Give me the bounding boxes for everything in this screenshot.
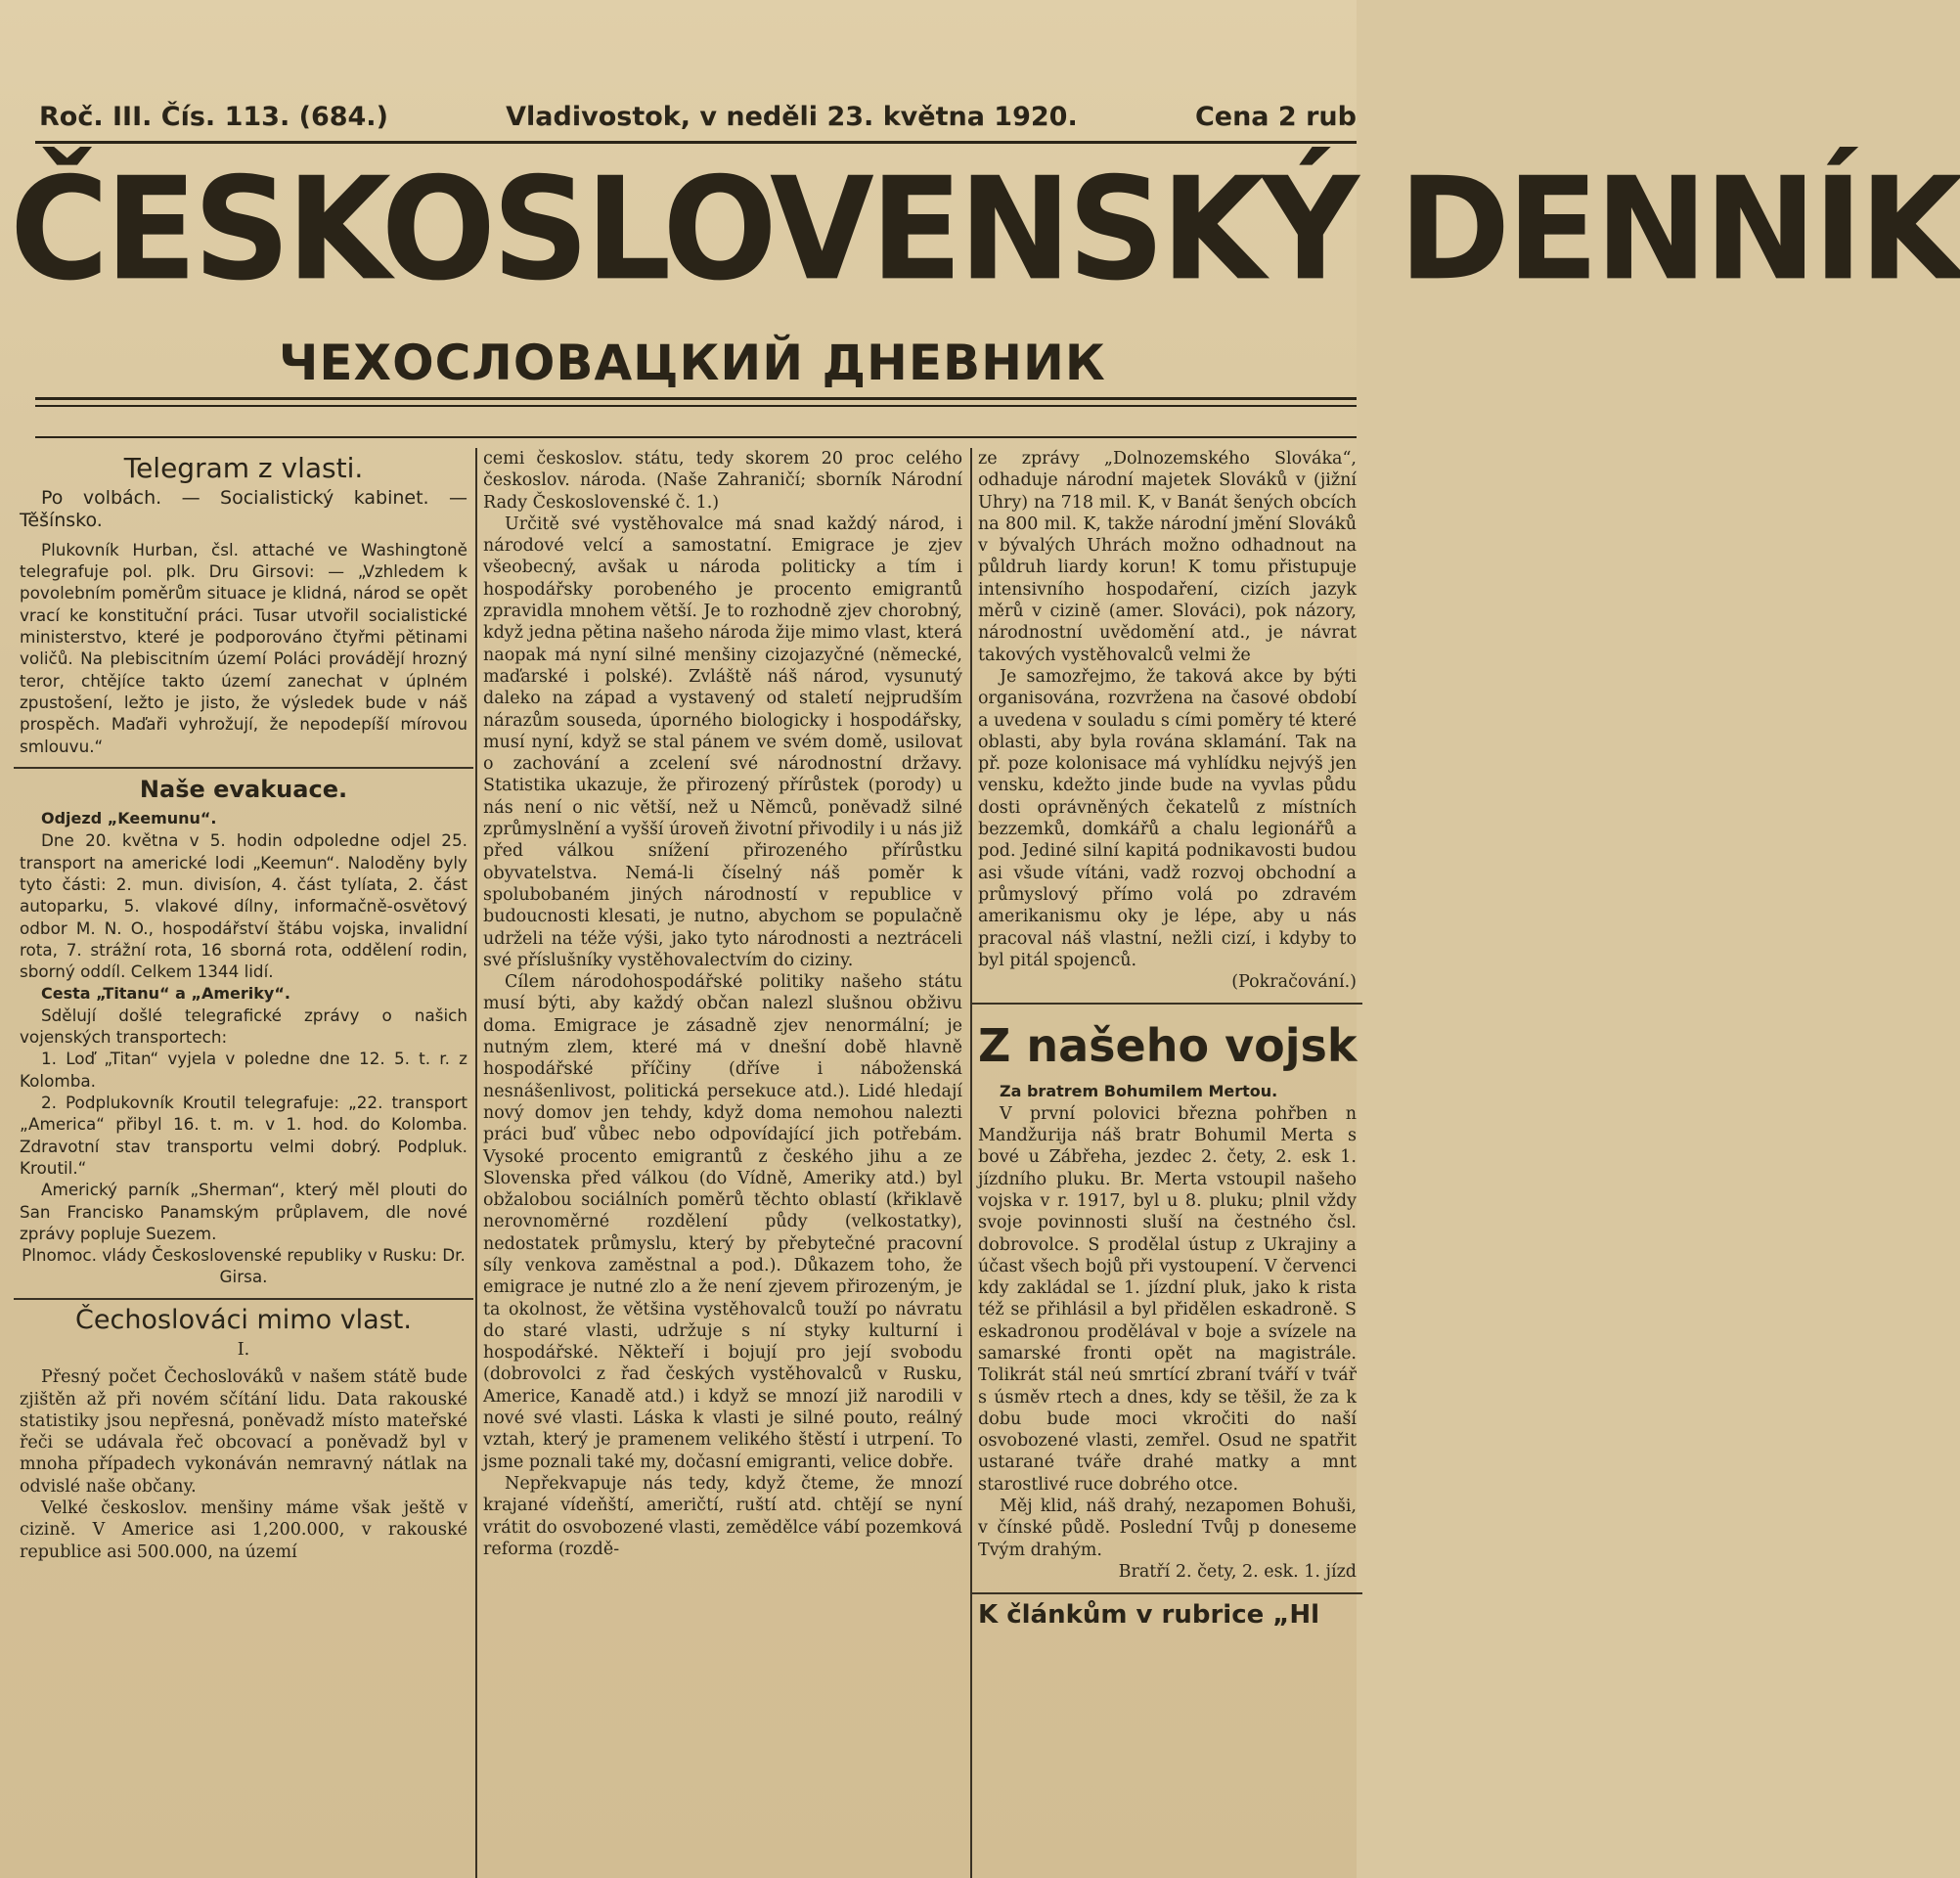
col2-p4: Nepřekvapuje nás tedy, když čteme, že mnozí krajané vídeňští, američtí, ruští atd. chtějí se nyní vrátit do osvobozené vlasti, zemědělce vábí pozemková reforma (rozdě-	[483, 1473, 962, 1559]
evakuace-sub-titan: Cesta „Titanu“ a „Ameriky“.	[41, 983, 290, 1003]
footer-heading: K článkům v rubrice „Hl	[978, 1600, 1320, 1631]
masthead-rule-3	[35, 436, 1357, 438]
telegram-body: Plukovník Hurban, čsl. attaché ve Washingtoně telegrafuje pol. plk. Dru Girsovi: — „Vzhledem k povolebním poměrům situace je klidná, národ se opět vrací ke konstituční práci. Tusar utvořil socialistické ministerstvo, které je podporováno čtyřmi pětinami voličů. Na plebiscitním území Poláci provádějí hrozný teror, chtějíce takto území zanechat v úplném zpustošení, ležto je jisto, že výsledek bude v náš prospěch. Maďaři vyhrožují, že nepodepíší mírovou smlouvu.“	[20, 539, 468, 756]
evakuace-sub-keemun: Odjezd „Keemunu“.	[41, 809, 217, 828]
cechoslovaci-p2: Velké českoslov. menšiny máme však ještě v cizině. V Americe asi 1,200.000, v rakouské republice asi 500.000, na území	[20, 1498, 468, 1562]
issue-number: Roč. III. Čís. 113. (684.)	[39, 102, 388, 132]
evakuace-p3: 1. Loď „Titan“ vyjela v poledne dne 12. 5. t. r. z Kolomba.	[20, 1049, 468, 1091]
cechoslovaci-numeral: I.	[237, 1339, 250, 1360]
evakuace-p5: Americký parník „Sherman“, který měl plouti do San Francisko Panamským průplavem, dle nové zprávy popluje Suezem.	[20, 1180, 468, 1243]
section-divider	[972, 1592, 1362, 1594]
telegram-subheading: Po volbách. — Socialistický kabinet. — Těšínsko.	[20, 487, 468, 531]
telegram-heading: Telegram z vlasti.	[123, 452, 364, 484]
evakuace-p4: 2. Podplukovník Kroutil telegrafuje: „22. transport „America“ přibyl 16. t. m. v 1. hod. do Kolomba. Zdravotní stav transportu velmi dobrý. Podpluk. Kroutil.“	[20, 1093, 468, 1178]
column-3	[978, 448, 1357, 1878]
vojsko-p2: Měj klid, náš drahý, nezapomen Bohuši, v čínské půdě. Poslední Tvůj p doneseme Tvým drahým.	[978, 1497, 1357, 1560]
evakuace-p2: Sdělují došlé telegrafické zprávy o našich vojenských transportech:	[20, 1005, 468, 1048]
newspaper-subtitle: ЧЕХОСЛОВАЦКИЙ ДНЕВНИК	[279, 335, 1106, 391]
vojsko-sub: Za bratrem Bohumilem Mertou.	[1000, 1082, 1278, 1101]
section-divider	[972, 1003, 1362, 1005]
section-divider	[14, 767, 473, 769]
column-divider-1	[475, 448, 477, 1878]
col2-p3: Cílem národohospodářské politiky našeho státu musí býti, aby každý občan nalezl slušnou obživu doma. Emigrace je zásadně zjev nenormální; je nutným zlem, které má v dnešní době hlavně hospodářské příčiny (dříve i náboženská nesnášenlivost, politická persekuce atd.). Lidé hledají nový domov jen tehdy, když doma nemohou nalezti práci buď vůbec nebo odpovídající jich potřebám. Vysoké procento emigrantů z českého jihu a ze Slovenska před válkou (do Vídně, Ameriky atd.) byl obžalobou sociálních poměrů těchto oblastí (křiklavě nerovnoměrné rozdělení půdy (velkostatky), nedostatek průmyslu, který by přebytečné pracovní síly venkova zaměstnal a pod.). Důkazem toho, že emigrace je nutné zlo a že není zjevem přirozeným, je ta okolnost, že většina vystěhovalců touží po návratu do staré vlasti, udržuje s ní styky kulturní i hospodářské. Někteří i bojují pro její svobodu (dobrovolci z řad českých vystěhovalců v Rusku, Americe, Kanadě atd.) i když se mnozí již narodili v nové své vlasti. Láska k vlasti je silné pouto, reálný vztah, který je pramenem velikého štěstí i utrpení. To jsme poznali také my, dočasní emigranti, velice dobře.	[483, 972, 962, 1472]
cechoslovaci-heading: Čechoslováci mimo vlast.	[75, 1304, 412, 1335]
column-2	[483, 448, 962, 1878]
col3-p1: ze zprávy „Dolnozemského Slováka“, odhaduje národní majetek Slováků v (jižní Uhry) na 718 mil. K, v Banát šených obcích na 800 mil. K, takže národní jmění Slováků v bývalých Uhrách možno odhadnout na půldruh liardy korun! K tomu přistupuje intensivního hospodaření, cizích jazyk měrů v cizině (amer. Slováci), pok názory, národnostní uvědomění atd., je návrat takových vystěhovalců velmi že	[978, 449, 1357, 665]
vojsko-p1: V první polovici března pohřben n Mandžurija náš bratr Bohumil Merta s bové u Zábřeha, jezdec 2. čety, 2. esk 1. jízdního pluku. Br. Merta vstoupil našeho vojska v r. 1917, byl u 8. pluku; plnil vždy svoje povinnosti sluší na čestného čsl. dobrovolce. S prodělal ústup z Ukrajiny a účast všech bojů při vystoupení. V červenci kdy zakládal se 1. jízdní pluk, jako k rista též se přihlásil a byl přidělen eskadroně. S eskadronou prodělával v boje a svízele na samarské fronti opět na magistrále. Tolikrát stál neú smrtící zbraní tváří v tvář s úsměv rtech a dnes, kdy se těšil, že za k dobu bude moci vkročiti do naší osvobozené vlasti, zemřel. Osud ne spatřit ustarané tváře drahé matky a mnt starostlivé ruce dobrého otce.	[978, 1103, 1357, 1495]
newspaper-title: ČESKOSLOVENSKÝ DENNÍK	[10, 146, 1960, 312]
column-1	[20, 448, 468, 1878]
continued-note: (Pokračování.)	[1231, 972, 1357, 993]
cechoslovaci-p1: Přesný počet Čechoslováků v našem státě bude zjištěn až při novém sčítání lidu. Data rakouské statistiky jsou nepřesná, poněvadž místo mateřské řeči se udávala řeč obcovací a poněvadž byl v mnoha případech vykonáván nemravný nátlak na odvislé naše občany.	[20, 1367, 468, 1497]
place-date: Vladivostok, v neděli 23. května 1920.	[506, 102, 1078, 132]
price: Cena 2 rub	[1194, 102, 1357, 132]
column-divider-2	[970, 448, 972, 1878]
masthead-rule-top	[35, 141, 1357, 144]
evakuace-heading: Naše evakuace.	[139, 775, 348, 803]
vojsko-signature: Bratří 2. čety, 2. esk. 1. jízd	[1118, 1561, 1357, 1582]
col2-p1: cemi českoslov. státu, tedy skorem 20 proc celého českoslov. národa. (Naše Zahraničí; sborník Národní Rady Československé č. 1.)	[483, 449, 962, 513]
vojsko-heading: Z našeho vojsk	[978, 1019, 1358, 1073]
masthead-info-line	[39, 102, 1357, 132]
evakuace-signature: Plnomoc. vlády Československé republiky v Rusku: Dr. Girsa.	[22, 1245, 466, 1287]
masthead-rule-1	[35, 397, 1357, 400]
evakuace-p1: Dne 20. května v 5. hodin odpoledne odjel 25. transport na americké lodi „Keemun“. Naloděny byly tyto části: 2. mun. divisíon, 4. část tylíata, 2. část autoparku, 5. vlakové dílny, informačně-osvětový odbor M. N. O., hospodářství štábu vojska, invalidní rota, 7. strážní rota, 16 sborná rota, oddělení rodin, sborný oddíl. Celkem 1344 lidí.	[20, 830, 468, 982]
col2-p2: Určitě své vystěhovalce má snad každý národ, i národové velcí a samostatní. Emigrace je zjev všeobecný, avšak u národa politicky a tím i hospodářsky porobeného je procento emigrantů zpravidla mnohem větší. Je to rozhodně zjev chorobný, když jedna pětina našeho národa žije mimo vlast, která naopak má nyní silné menšiny cizojazyčné (německé, maďarské i polské). Zvláště náš národ, vysunutý daleko na západ a vystavený od staletí nejprudším nárazům souseda, úporného biologicky i hospodářsky, musí nyní, když se stal pánem ve svém domě, usilovat o zachování a zcelení své národnostní državy. Statistika ukazuje, že přirozený přírůstek (porody) u nás není o nic větší, než u Němců, poněvadž silné zprůmyslnění a vyšší úroveň životní přivodily i u nás již před válkou snížení přirozeného přírůstku obyvatelstva. Nemá-li číselný náš poměr k spolubobaném jiných národností v republice v budoucnosti klesati, je nutno, abychom se populačně udrželi na téže výši, jako tyto národnosti a neztráceli své příslušníky vystěhovalectvím do ciziny.	[483, 514, 962, 970]
col3-p2: Je samozřejmo, že taková akce by býti organisována, rozvržena na časové období a uvedena v souladu s cími poměry té které oblasti, aby byla rována sklamání. Tak na př. poze kolonisace má vyhlídku nejvýš jen vensku, kdežto jinde bude na vyvlas půdu dosti oprávněných čekatelů z místních bezzemků, domkářů a chalu legionářů a pod. Jediné silní kapitá podnikavosti budou asi všude vítáni, vadž rozvoj obchodní a průmyslový přímo volá po zdravém amerikanismu oky je lépe, aby u nás pracoval náš vlastní, nežli cizí, i kdyby to byl pitál spojenců.	[978, 666, 1357, 970]
masthead-rule-2	[35, 405, 1357, 407]
section-divider	[14, 1298, 473, 1300]
